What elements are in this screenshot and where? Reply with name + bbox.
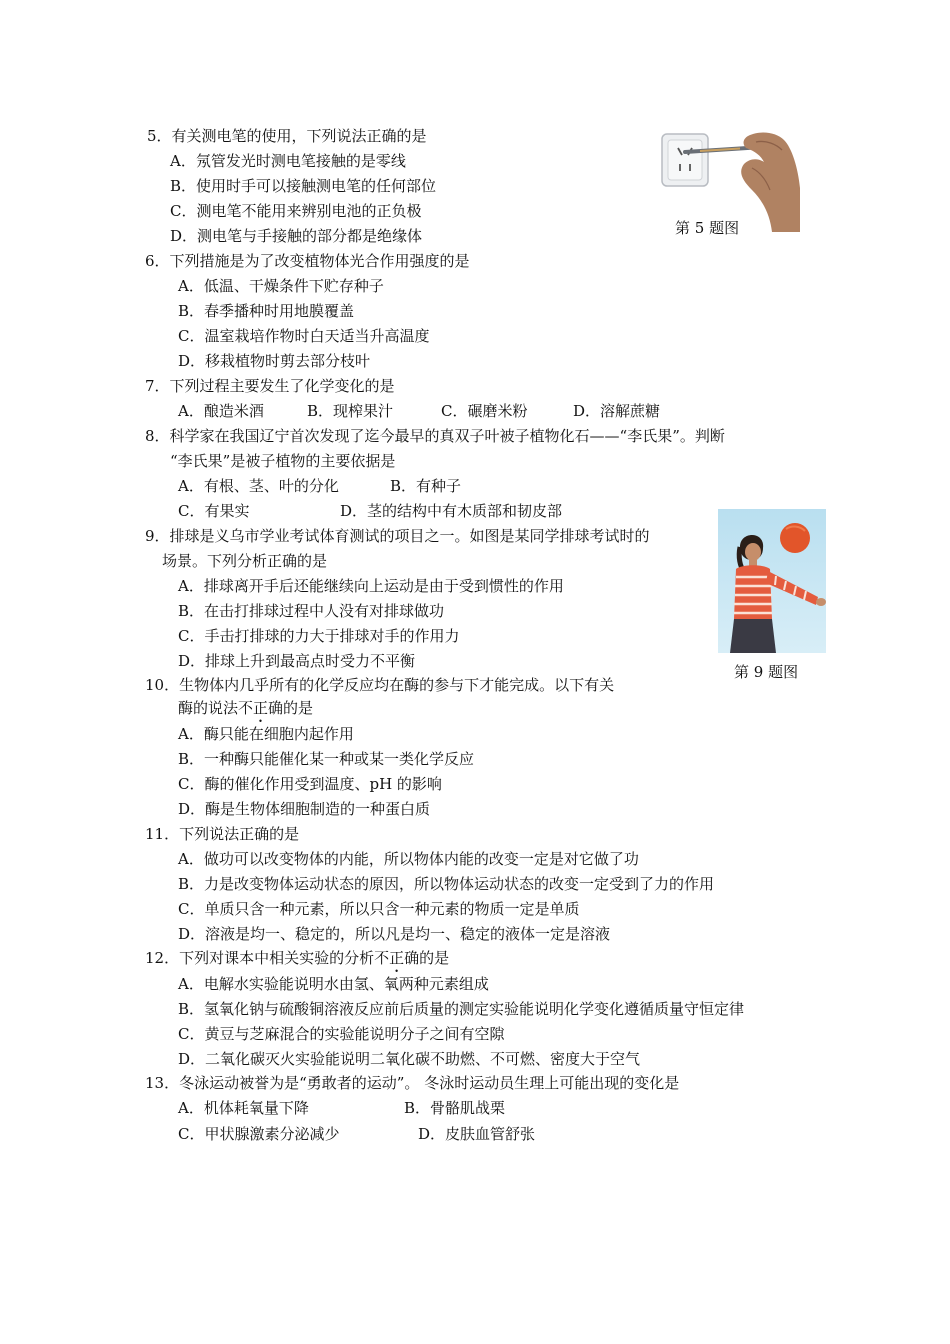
q8-option-c: C．有果实 <box>178 502 250 520</box>
q10-stem-end: 的是 <box>283 699 314 717</box>
q11-stem: 11．下列说法正确的是 <box>145 825 300 843</box>
q7-option-d: D．溶解蔗糖 <box>573 402 661 420</box>
q5-figure-caption: 第 5 题图 <box>675 219 740 237</box>
q5-option-c: C．测电笔不能用来辨别电池的正负极 <box>170 202 422 220</box>
q13-option-a: A．机体耗氧量下降 <box>178 1099 309 1117</box>
q8-option-d: D．茎的结构中有木质部和韧皮部 <box>340 502 563 520</box>
q10-emphasis-not-correct: 不正确 <box>238 699 284 717</box>
q6-option-b: B．春季播种时用地膜覆盖 <box>178 302 355 320</box>
q9-stem-line2: 场景。下列分析正确的是 <box>162 552 328 570</box>
q8-option-b: B．有种子 <box>390 477 462 495</box>
q13-option-b: B．骨骼肌战栗 <box>404 1099 506 1117</box>
q6-option-d: D．移栽植物时剪去部分枝叶 <box>178 352 371 370</box>
q6-option-a: A．低温、干燥条件下贮存种子 <box>178 277 384 295</box>
q10-option-c: C．酶的催化作用受到温度、pH 的影响 <box>178 775 442 793</box>
q5-option-b: B．使用时手可以接触测电笔的任何部位 <box>170 177 437 195</box>
q9-figure-volleyball-player <box>718 509 826 653</box>
q11-option-a: A．做功可以改变物体的内能，所以物体内能的改变一定是对它做了功 <box>178 850 639 868</box>
q5-stem: 5．有关测电笔的使用，下列说法正确的是 <box>147 127 427 145</box>
q11-option-b: B．力是改变物体运动状态的原因，所以物体运动状态的改变一定受到了力的作用 <box>178 875 715 893</box>
q12-stem-text: 12．下列对课本中相关实验的分析 <box>145 949 375 967</box>
q10-stem-line1: 10．生物体内几乎所有的化学反应均在酶的参与下才能完成。以下有关 <box>145 676 615 694</box>
q12-emphasis-not-correct: 不正确 <box>374 949 420 967</box>
q5-option-d: D．测电笔与手接触的部分都是绝缘体 <box>170 227 423 245</box>
q12-stem <box>145 948 449 968</box>
q9-stem-line1: 9．排球是义乌市学业考试体育测试的项目之一。如图是某同学排球考试时的 <box>145 527 650 545</box>
q8-stem-line1: 8．科学家在我国辽宁首次发现了迄今最早的真双子叶被子植物化石——“李氏果”。判断 <box>145 427 725 445</box>
q7-stem: 7．下列过程主要发生了化学变化的是 <box>145 377 395 395</box>
q12-stem-end: 的是 <box>419 949 450 967</box>
q13-option-d: D．皮肤血管舒张 <box>418 1125 536 1143</box>
q8-option-a: A．有根、茎、叶的分化 <box>178 477 339 495</box>
q10-option-b: B．一种酶只能催化某一种或某一类化学反应 <box>178 750 475 768</box>
q13-stem: 13．冬泳运动被誉为是“勇敢者的运动”。 冬泳时运动员生理上可能出现的变化是 <box>145 1074 680 1092</box>
q6-option-c: C．温室栽培作物时白天适当升高温度 <box>178 327 430 345</box>
q12-option-a: A．电解水实验能说明水由氢、氧两种元素组成 <box>178 975 489 993</box>
q6-stem: 6．下列措施是为了改变植物体光合作用强度的是 <box>145 252 470 270</box>
q5-option-a: A．氖管发光时测电笔接触的是零线 <box>170 152 406 170</box>
q7-option-c: C．碾磨米粉 <box>441 402 528 420</box>
q12-option-b: B．氢氧化钠与硫酸铜溶液反应前后质量的测定实验能说明化学变化遵循质量守恒定律 <box>178 1000 745 1018</box>
q7-option-b: B．现榨果汁 <box>307 402 394 420</box>
q9-option-a: A．排球离开手后还能继续向上运动是由于受到惯性的作用 <box>178 577 564 595</box>
q9-figure-caption: 第 9 题图 <box>734 663 799 681</box>
q9-option-d: D．排球上升到最高点时受力不平衡 <box>178 652 416 670</box>
q12-option-c: C．黄豆与芝麻混合的实验能说明分子之间有空隙 <box>178 1025 505 1043</box>
q8-stem-line2: “李氏果”是被子植物的主要依据是 <box>170 452 396 470</box>
q10-option-d: D．酶是生物体细胞制造的一种蛋白质 <box>178 800 431 818</box>
q11-option-d: D．溶液是均一、稳定的，所以凡是均一、稳定的液体一定是溶液 <box>178 925 611 943</box>
q7-option-a: A．酿造米酒 <box>178 402 264 420</box>
q10-stem-line2 <box>178 698 313 718</box>
q11-option-c: C．单质只含一种元素，所以只含一种元素的物质一定是单质 <box>178 900 580 918</box>
q9-option-b: B．在击打排球过程中人没有对排球做功 <box>178 602 445 620</box>
q12-option-d: D．二氧化碳灭火实验能说明二氧化碳不助燃、不可燃、密度大于空气 <box>178 1050 641 1068</box>
q10-stem-text: 酶的说法 <box>178 699 239 717</box>
q9-option-c: C．手击打排球的力大于排球对手的作用力 <box>178 627 460 645</box>
q5-figure-test-pen <box>660 128 802 232</box>
q10-option-a: A．酶只能在细胞内起作用 <box>178 725 354 743</box>
q13-option-c: C．甲状腺激素分泌减少 <box>178 1125 340 1143</box>
